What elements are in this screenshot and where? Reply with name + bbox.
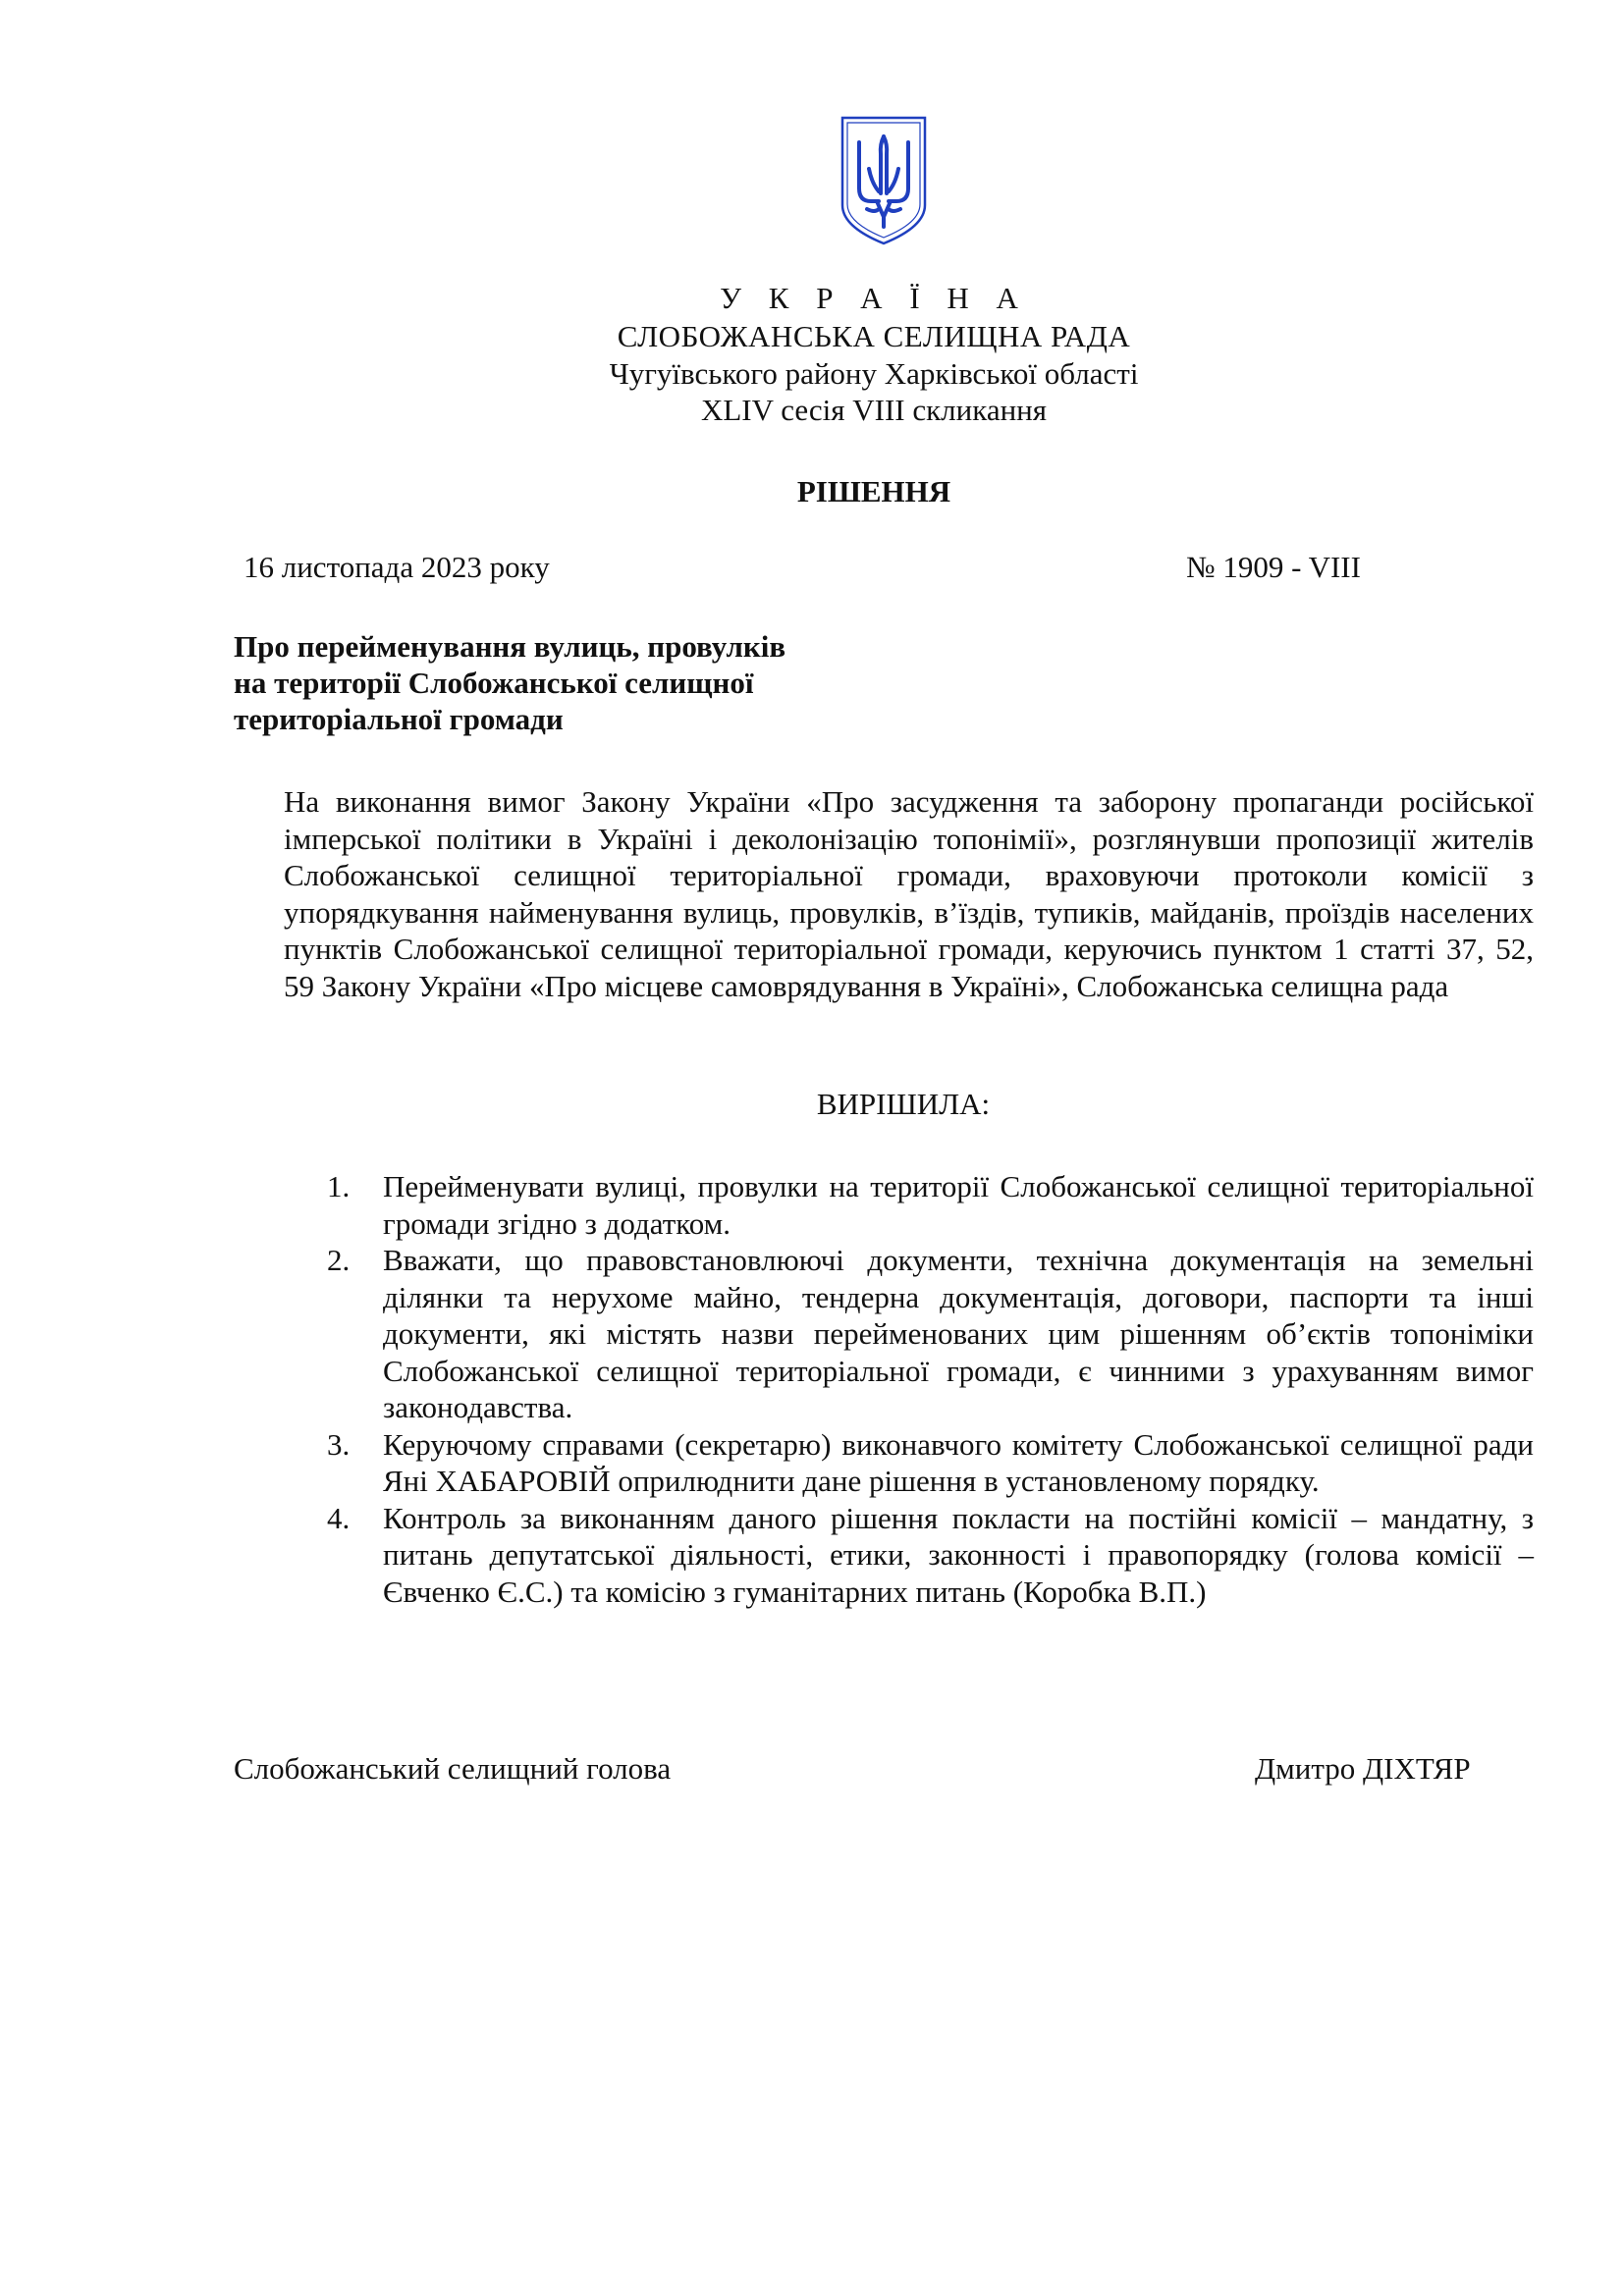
list-item	[327, 1426, 1534, 1500]
preamble-paragraph: На виконання вимог Закону України «Про засудження та заборону пропаганди російської імперської політики в Україні і деколонізацію топонімії», розглянувши пропозиції жителів Слобожанської селищної територіальної громади, враховуючи протоколи комісії з упорядкування найменування вулиць, провулків, в’їздів, тупиків, майданів, проїздів населених пунктів Слобожанської селищної територіальної громади, керуючись пунктом 1 статті 37, 52, 59 Закону України «Про місцеве самоврядування в Україні», Слобожанська селищна рада	[284, 784, 1534, 1003]
item-text: Керуючому справами (секретарю) виконавчого комітету Слобожанської селищної ради Яні ХАБАРОВІЙ оприлюднити дане рішення в установленому порядку.	[383, 1426, 1534, 1498]
signer-title: Слобожанський селищний голова	[234, 1751, 672, 1786]
district-name: Чугуївського району Харківської області	[609, 356, 1139, 391]
item-number: 2.	[327, 1243, 351, 1277]
item-number: 4.	[327, 1500, 351, 1535]
document-header	[0, 279, 1624, 428]
item-number: 1.	[327, 1169, 351, 1203]
item-text: Перейменувати вулиці, провулки на території Слобожанської селищної територіальної громади згідно з додатком.	[383, 1169, 1534, 1241]
item-text: Вважати, що правовстановлюючі документи, технічна документація на земельні ділянки та нерухоме майно, тендерна документація, договори, паспорти та інші документи, які містять назви перейменованих цим рішенням об’єктів топоніміки Слобожанської селищної територіальної громади, є чинними з урахуванням вимог законодавства.	[383, 1243, 1534, 1424]
decision-subject	[234, 628, 785, 737]
decision-list	[327, 1168, 1534, 1610]
list-item	[327, 1242, 1534, 1426]
decided-heading: ВИРІШИЛА:	[816, 1087, 991, 1121]
signer-name: Дмитро ДІХТЯР	[1255, 1751, 1471, 1786]
list-item	[327, 1500, 1534, 1611]
document-type-title: РІШЕННЯ	[796, 474, 951, 508]
subject-line: територіальної громади	[234, 702, 564, 736]
trident-icon	[839, 115, 928, 246]
subject-line: Про перейменування вулиць, провулків	[234, 629, 786, 664]
decision-date: 16 листопада 2023 року	[244, 550, 550, 584]
subject-line: на території Слобожанської селищної	[234, 666, 754, 700]
item-number: 3.	[327, 1426, 351, 1462]
item-text: Контроль за виконанням даного рішення покласти на постійні комісії – мандатну, з питань депутатської діяльності, етики, законності і правопорядку (голова комісії – Євченко Є.С.) та комісію з гуманітарних питань (Коробка В.П.)	[383, 1500, 1534, 1609]
decision-number: № 1909 - VIII	[1186, 550, 1361, 584]
list-item	[327, 1168, 1534, 1242]
session-info: XLIV сесія VIII скликання	[700, 393, 1048, 427]
country-name: У К Р А Ї Н А	[720, 281, 1028, 315]
council-name: СЛОБОЖАНСЬКА СЕЛИЩНА РАДА	[617, 319, 1131, 353]
